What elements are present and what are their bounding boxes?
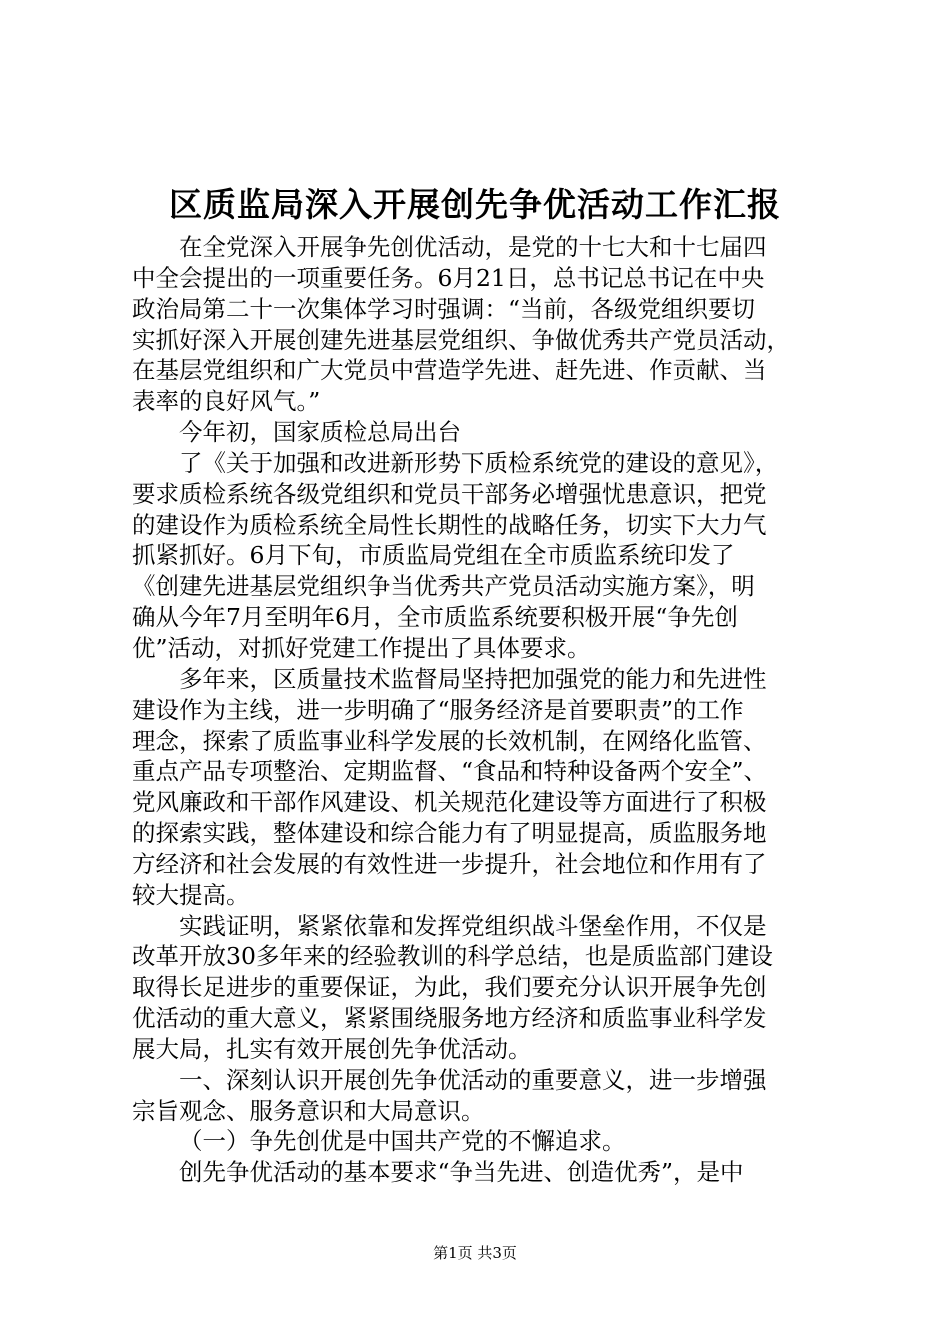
body-line: 要求质检系统各级党组织和党员干部务必增强忧患意识，把党 (132, 479, 767, 508)
body-line: 政治局第二十一次集体学习时强调：“当前，各级党组织要切 (132, 294, 756, 323)
body-line: 实践证明，紧紧依靠和发挥党组织战斗堡垒作用，不仅是 (179, 911, 767, 940)
body-line: 在全党深入开展争先创优活动，是党的十七大和十七届四 (179, 233, 767, 261)
body-line: 的建设作为质检系统全局性长期性的战略任务，切实下大力气 (132, 510, 767, 539)
body-line: 建设作为主线，进一步明确了“服务经济是首要职责”的工作 (132, 695, 744, 724)
body-line: 改革开放30多年来的经验教训的科学总结，也是质监部门建设 (132, 942, 773, 971)
document-body (132, 232, 832, 1188)
body-line: 重点产品专项整治、定期监督、“食品和特种设备两个安全”、 (132, 757, 768, 786)
body-line: 一、深刻认识开展创先争优活动的重要意义，进一步增强 (179, 1065, 767, 1094)
body-line: 抓紧抓好。6月下旬，市质监局党组在全市质监系统印发了 (132, 541, 735, 570)
body-line: 取得长足进步的重要保证，为此，我们要充分认识开展争先创 (132, 973, 767, 1002)
body-line: 在基层党组织和广大党员中营造学先进、赶先进、作贡献、当 (132, 356, 767, 385)
body-line: 确从今年7月至明年6月，全市质监系统要积极开展“争先创 (132, 603, 738, 632)
body-line: 今年初，国家质检总局出台 (179, 418, 461, 447)
document-title: 区质监局深入开展创先争优活动工作汇报 (169, 185, 781, 224)
body-line: 表率的良好风气。” (132, 387, 321, 416)
body-line: 的探索实践，整体建设和综合能力有了明显提高，质监服务地 (132, 819, 767, 848)
body-line: （一）争先创优是中国共产党的不懈追求。 (179, 1127, 626, 1156)
body-line: 党风廉政和干部作风建设、机关规范化建设等方面进行了积极 (132, 788, 767, 817)
page-footer: 第1页 共3页 (433, 1244, 517, 1262)
body-line: 实抓好深入开展创建先进基层党组织、争做优秀共产党员活动， (132, 325, 790, 354)
body-line: 方经济和社会发展的有效性进一步提升，社会地位和作用有了 (132, 849, 767, 878)
body-line: 较大提高。 (132, 880, 250, 909)
body-line: 《创建先进基层党组织争当优秀共产党员活动实施方案》，明 (132, 572, 755, 601)
body-line: 优”活动，对抓好党建工作提出了具体要求。 (132, 633, 591, 662)
body-line: 了《关于加强和改进新形势下质检系统党的建设的意见》， (179, 448, 779, 477)
body-line: 创先争优活动的基本要求“争当先进、创造优秀”，是中 (179, 1158, 744, 1187)
body-line: 展大局，扎实有效开展创先争优活动。 (132, 1034, 532, 1063)
body-line: 宗旨观念、服务意识和大局意识。 (132, 1096, 485, 1125)
body-line: 理念，探索了质监事业科学发展的长效机制，在网络化监管、 (132, 726, 767, 755)
body-line: 多年来，区质量技术监督局坚持把加强党的能力和先进性 (179, 664, 767, 693)
body-line: 优活动的重大意义，紧紧围绕服务地方经济和质监事业科学发 (132, 1004, 767, 1033)
body-line: 中全会提出的一项重要任务。6月21日，总书记总书记在中央 (132, 263, 765, 292)
